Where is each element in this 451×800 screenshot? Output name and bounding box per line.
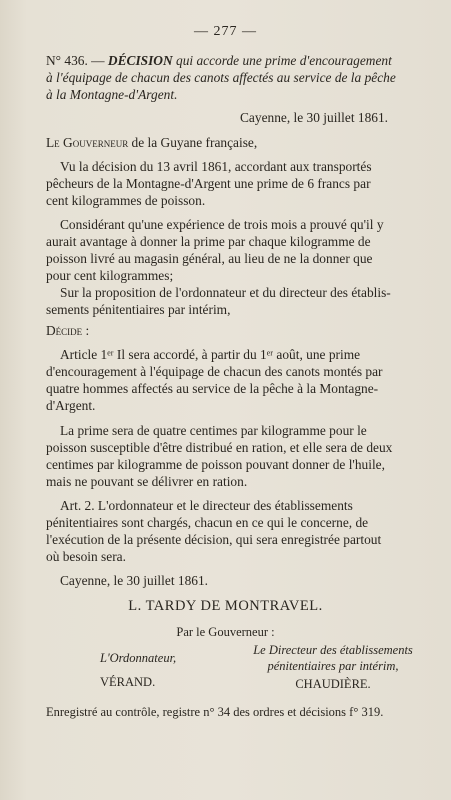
heading-dash: —: [87, 53, 108, 68]
article-1-line-3: quatre hommes affectés au service de la pêche à la Montagne-: [46, 381, 379, 396]
article-2-line-4: où besoin sera.: [46, 549, 126, 564]
considerant-line-1: Considérant qu'une expérience de trois mois a prouvé qu'il y: [60, 217, 384, 232]
page-number: — 277 —: [194, 24, 257, 39]
governor-label: Le Gouverneur: [46, 135, 129, 150]
ordonnateur-name: VÉRAND.: [100, 675, 156, 689]
par-le-gouverneur: Par le Gouverneur :: [176, 625, 275, 639]
heading-line1-rest: qui accorde une prime d'encouragement: [172, 53, 392, 68]
prime-line-4: mais ne pouvant se délivrer en ration.: [46, 474, 248, 489]
closing-date: Cayenne, le 30 juillet 1861.: [60, 573, 209, 588]
signatory: L. TARDY DE MONTRAVEL.: [128, 598, 323, 614]
proposition-line-1: Sur la proposition de l'ordonnateur et du directeur des établis-: [60, 285, 391, 300]
ordonnateur-title: L'Ordonnateur,: [100, 651, 177, 665]
considerant-line-2: aurait avantage à donner la prime par chaque kilogramme de: [46, 234, 371, 249]
registry-note: Enregistré au contrôle, registre n° 34 des ordres et décisions f° 319.: [46, 705, 384, 719]
article-1-line-4: d'Argent.: [46, 398, 96, 413]
governor-line: [46, 134, 257, 151]
decision-title: DÉCISION: [107, 53, 173, 68]
dateline: Cayenne, le 30 juillet 1861.: [240, 110, 389, 125]
proposition-line-2: sements pénitentiaires par intérim,: [46, 302, 231, 317]
decision-heading-line-2: à l'équipage de chacun des canots affectés au service de la pêche: [46, 70, 396, 85]
vu-line-1: Vu la décision du 13 avril 1861, accordant aux transportés: [60, 159, 372, 174]
considerant-line-4: pour cent kilogrammes;: [46, 268, 174, 283]
directeur-name: CHAUDIÈRE.: [295, 677, 371, 691]
decide-label: Décide :: [46, 323, 90, 338]
governor-rest: de la Guyane française,: [128, 135, 258, 150]
vu-line-3: cent kilogrammes de poisson.: [46, 193, 206, 208]
article-2-line-2: pénitentiaires sont chargés, chacun en ce qui le concerne, de: [46, 515, 369, 530]
article-2-line-1: Art. 2. L'ordonnateur et le directeur des établissements: [60, 498, 353, 513]
prime-line-2: poisson susceptible d'être distribué en ration, et elle sera de deux: [46, 440, 393, 455]
directeur-title-line-2: pénitentiaires par intérim,: [267, 659, 399, 673]
decision-heading-line-1: [46, 52, 392, 69]
article-1-line-1: Article 1ᵉʳ Il sera accordé, à partir du 1ᵉʳ août, une prime: [60, 347, 361, 362]
prime-line-3: centimes par kilogramme de poisson pouvant donner de l'huile,: [46, 457, 385, 472]
article-1-line-2: d'encouragement à l'équipage de chacun des canots montés par: [46, 364, 383, 379]
decision-heading-line-3: à la Montagne-d'Argent.: [46, 87, 178, 102]
prime-line-1: La prime sera de quatre centimes par kilogramme pour le: [60, 423, 367, 438]
considerant-line-3: poisson livré au magasin général, au lieu de ne la donner que: [46, 251, 373, 266]
article-2-line-3: l'exécution de la présente décision, qui sera enregistrée partout: [46, 532, 382, 547]
decision-number: N° 436.: [46, 53, 88, 68]
directeur-title-line-1: Le Directeur des établissements: [253, 643, 413, 657]
vu-line-2: pêcheurs de la Montagne-d'Argent une prime de 6 francs par: [46, 176, 371, 191]
